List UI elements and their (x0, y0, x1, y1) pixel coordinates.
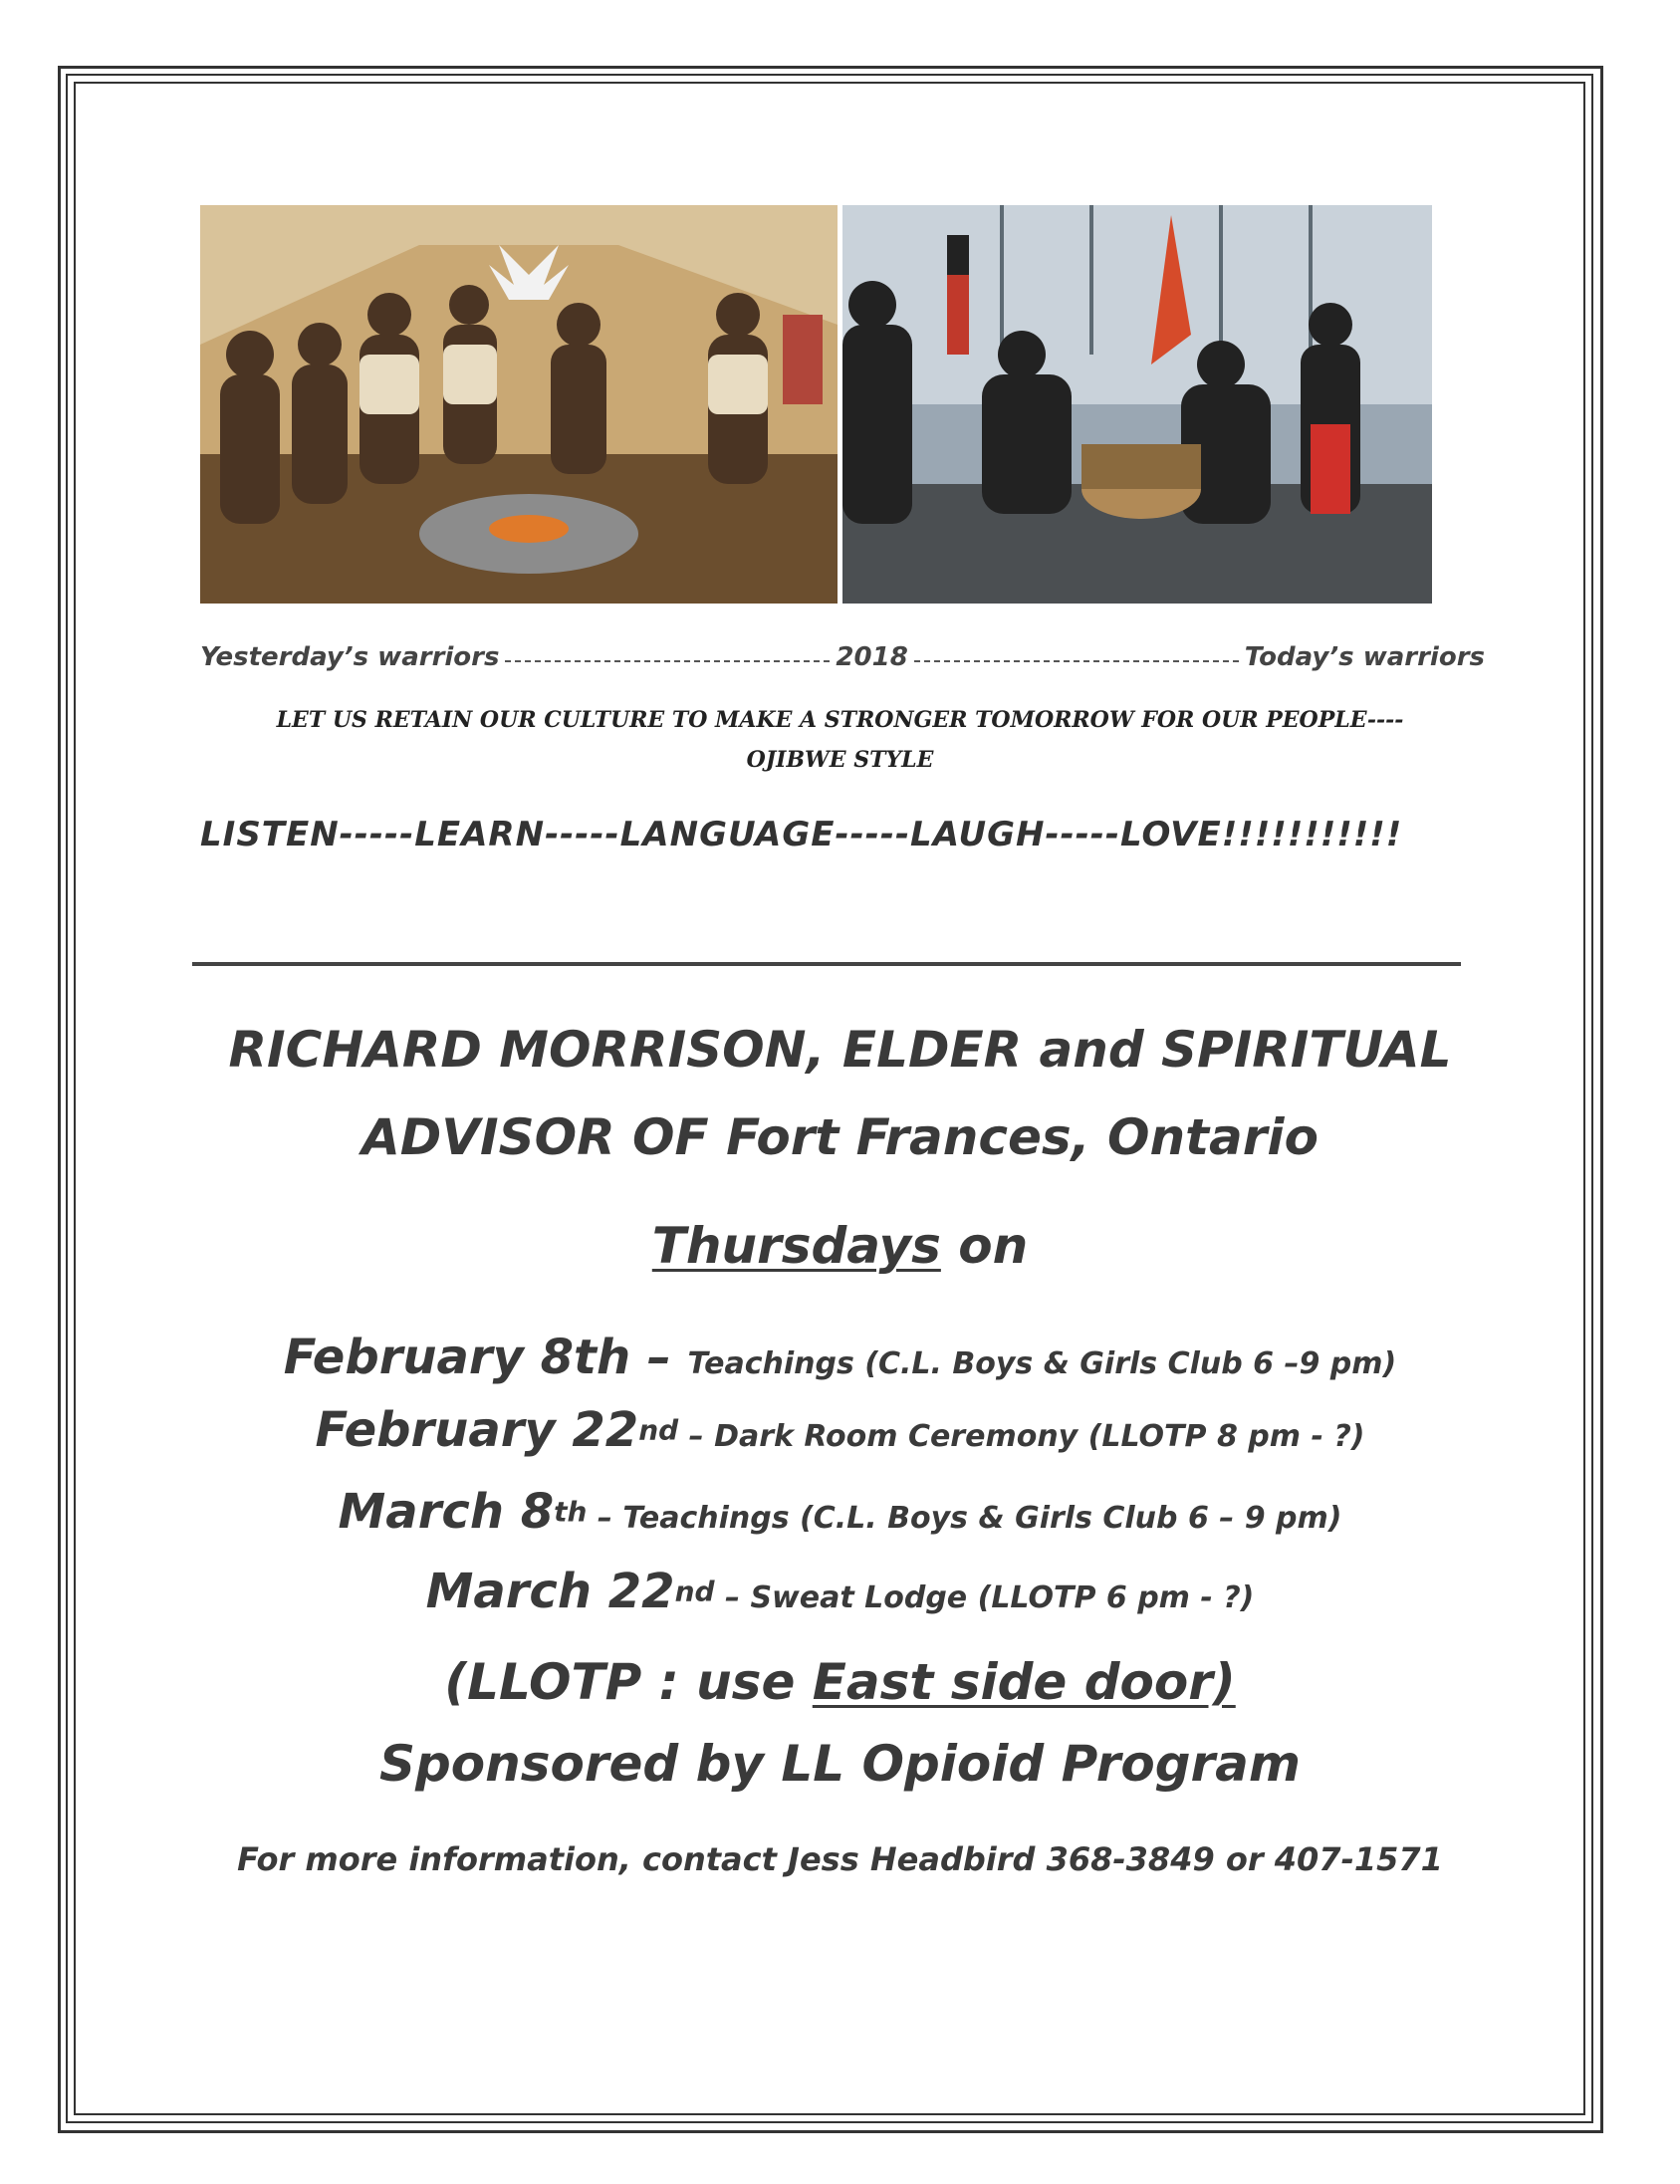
event-description: Teachings (C.L. Boys & Girls Club 6 –9 pm) (687, 1346, 1397, 1381)
heading-line-2: ADVISOR OF Fort Frances, Ontario (361, 1108, 1319, 1166)
tipi-gathering-icon (200, 205, 838, 604)
event-row (120, 1564, 1560, 1619)
heading-line-1: RICHARD MORRISON, ELDER and SPIRITUAL (228, 1021, 1452, 1079)
event-separator: – (678, 1419, 715, 1454)
event-description: Sweat Lodge (LLOTP 6 pm - ?) (750, 1580, 1255, 1615)
todays-warriors-photo (842, 205, 1432, 604)
event-date-suffix: th (554, 1495, 588, 1529)
event-date: March 8 (338, 1484, 555, 1540)
event-date-suffix: nd (638, 1413, 679, 1447)
motto-line-2: OJIBWE STYLE (746, 747, 934, 773)
drum-circle-icon (842, 205, 1432, 604)
event-row (120, 1484, 1560, 1540)
sponsor-line: Sponsored by LL Opioid Program (378, 1735, 1302, 1793)
motto-line-1: LET US RETAIN OUR CULTURE TO MAKE A STRONGER TOMORROW FOR OUR PEOPLE---- (276, 707, 1404, 733)
east-side-door: East side door) (812, 1653, 1236, 1711)
slogan: LISTEN-----LEARN-----LANGUAGE-----LAUGH-----LOVE!!!!!!!!!!! (200, 815, 1403, 854)
event-date-suffix: nd (674, 1575, 715, 1608)
heading-thursdays (120, 1217, 1560, 1275)
llotp-prefix: (LLOTP : use (444, 1653, 813, 1711)
caption-today: Today’s warriors (1244, 642, 1485, 672)
caption-dash (914, 660, 1239, 662)
event-description: Dark Room Ceremony (LLOTP 8 pm - ?) (714, 1419, 1365, 1454)
event-description: Teachings (C.L. Boys & Girls Club 6 – 9 pm) (622, 1501, 1342, 1536)
event-separator: – (587, 1501, 623, 1536)
thursdays-label: Thursdays (651, 1217, 941, 1275)
caption-dash (505, 660, 830, 662)
event-row (120, 1402, 1560, 1458)
event-separator: – (630, 1330, 688, 1385)
photo-caption (200, 637, 1485, 677)
horizontal-divider (192, 962, 1461, 966)
caption-year: 2018 (836, 642, 908, 672)
event-date: February 8th (283, 1330, 631, 1385)
event-date: March 22 (425, 1564, 675, 1619)
yesterdays-warriors-photo (200, 205, 838, 604)
contact-info: For more information, contact Jess Headbird 368-3849 or 407-1571 (237, 1840, 1443, 1878)
caption-yesterday: Yesterday’s warriors (200, 642, 500, 672)
llotp-door-note (120, 1653, 1560, 1711)
thursdays-suffix: on (940, 1217, 1029, 1275)
event-separator: – (714, 1580, 751, 1615)
event-row (120, 1330, 1560, 1385)
event-date: February 22 (315, 1402, 639, 1458)
